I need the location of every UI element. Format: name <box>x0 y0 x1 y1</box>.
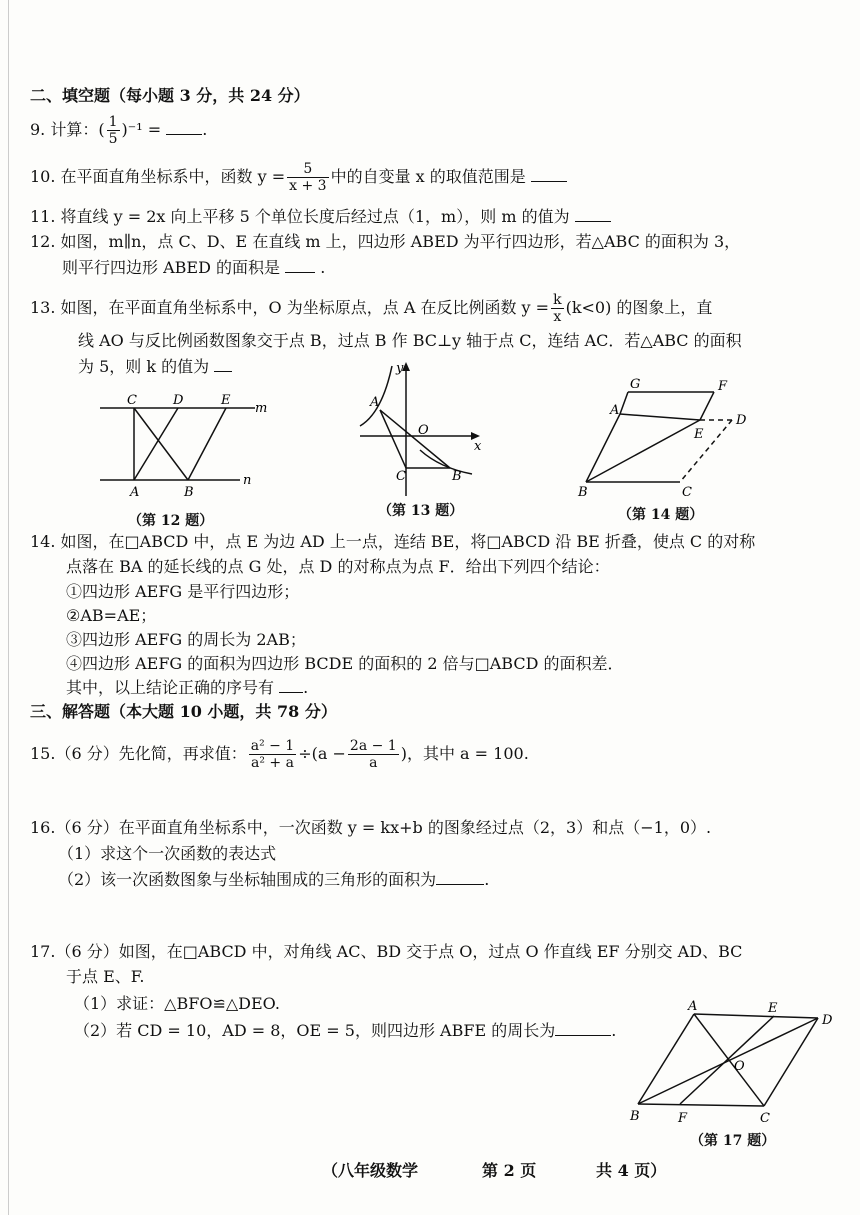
fig17-label-o: O <box>734 1059 745 1074</box>
fig14-label-a: A <box>610 403 620 418</box>
q13-prefix: 13. 如图，在平面直角坐标系中，O 为坐标原点，点 A 在反比例函数 y = <box>30 298 550 317</box>
q10-suffix: 中的自变量 x 的取值范围是 <box>330 167 526 186</box>
footer-page-number: 第 2 页 <box>482 1161 537 1180</box>
q10-denominator: x + 3 <box>289 178 327 194</box>
q12-end: . <box>320 258 326 277</box>
q13-fraction <box>551 292 563 325</box>
q14-conclusion-4: ④四边形 AEFG 的面积为四边形 BCDE 的面积的 2 倍与□ABCD 的面积差． <box>66 654 624 673</box>
fig17-label-f: F <box>678 1111 688 1126</box>
question-17-line-2: 于点 E、F. <box>66 967 145 986</box>
section-2-title: 二、填空题（每小题 3 分，共 24 分） <box>30 86 310 105</box>
q11-answer-blank <box>575 221 611 222</box>
q15-fraction-2 <box>348 738 399 771</box>
question-9 <box>30 114 207 147</box>
footer-subject: （八年级数学 <box>322 1161 419 1180</box>
q15-numerator-1: a² − 1 <box>250 738 295 754</box>
q15-denominator-2: a <box>369 755 378 771</box>
fig12-label-n: n <box>243 473 252 488</box>
q14-text: 其中，以上结论正确的序号有 <box>66 678 275 697</box>
question-10 <box>30 161 567 194</box>
question-14-line-1: 14. 如图，在□ABCD 中，点 E 为边 AD 上一点，连结 BE，将□ABCD 沿 BE 折叠，使点 C 的对称 <box>30 532 756 551</box>
figure-14-caption: （第 14 题） <box>618 507 704 523</box>
q14-conclusion-2: ②AB=AE； <box>66 606 157 625</box>
question-12-line-2 <box>62 258 325 278</box>
footer-total-pages: 共 4 页） <box>596 1161 667 1180</box>
section-3-title: 三、解答题（本大题 10 小题，共 78 分） <box>30 702 337 721</box>
fig13-label-c: C <box>396 469 406 484</box>
fig14-label-g: G <box>630 377 641 392</box>
q10-numerator: 5 <box>287 161 328 178</box>
q9-denominator: 5 <box>108 131 118 147</box>
q10-answer-blank <box>531 181 567 182</box>
figure-13-caption: （第 13 题） <box>378 503 464 519</box>
q13-answer-blank <box>214 371 232 372</box>
figure-14 <box>572 372 762 502</box>
fig12-label-d: D <box>173 393 184 408</box>
q17-part-2 <box>74 1021 616 1041</box>
q9-suffix: )⁻¹ = <box>121 120 162 139</box>
q9-numerator: 1 <box>108 114 118 130</box>
fig13-label-b: B <box>452 469 462 484</box>
figure-13 <box>352 358 492 498</box>
q12-text: 则平行四边形 ABED 的面积是 <box>62 258 280 277</box>
question-11 <box>30 207 611 227</box>
q13-numerator: k <box>553 292 562 308</box>
q16-part-2 <box>58 870 489 890</box>
page-edge <box>8 0 9 1215</box>
q17-answer-blank <box>555 1035 611 1036</box>
fig12-label-e: E <box>221 393 231 408</box>
q15-prefix: 15.（6 分）先化简，再求值： <box>30 744 247 763</box>
question-13-line-1 <box>30 292 712 325</box>
q9-fraction <box>107 114 120 147</box>
fig13-label-o: O <box>418 423 429 438</box>
fig13-label-y: y <box>396 361 404 376</box>
q15-mid: ÷(a − <box>298 744 346 763</box>
q14-answer-blank <box>279 692 303 693</box>
q16-end: . <box>484 870 490 889</box>
question-14-line-2: 点落在 BA 的延长线的点 G 处，点 D 的对称点为点 F．给出下列四个结论： <box>66 557 610 576</box>
figure-17 <box>622 998 840 1128</box>
q13-denominator: x <box>553 309 562 325</box>
q15-denominator-1: a² + a <box>251 755 294 771</box>
fig17-label-a: A <box>688 999 698 1014</box>
q9-answer-blank <box>166 134 202 135</box>
q17-part-1: （1）求证：△BFO≌△DEO. <box>74 994 280 1013</box>
fig13-label-a: A <box>370 395 380 410</box>
question-15 <box>30 738 529 771</box>
figure-17-caption: （第 17 题） <box>690 1133 776 1149</box>
q13-suffix: (k<0) 的图象上，直 <box>565 298 713 317</box>
q10-fraction <box>287 161 328 194</box>
fig14-label-e: E <box>694 427 704 442</box>
fig13-label-x: x <box>474 439 482 454</box>
fig14-label-d: D <box>736 413 747 428</box>
q11-text: 11. 将直线 y = 2x 向上平移 5 个单位长度后经过点（1，m），则 m 的值为 <box>30 207 570 226</box>
fig12-label-a: A <box>130 485 140 500</box>
q14-conclusion-3: ③四边形 AEFG 的周长为 2AB； <box>66 630 306 649</box>
figure-12-caption: （第 12 题） <box>128 513 214 529</box>
fig14-label-f: F <box>718 379 728 394</box>
question-16-line-1: 16.（6 分）在平面直角坐标系中，一次函数 y = kx+b 的图象经过点（2，3）和点（−1，0）. <box>30 818 712 837</box>
fig17-label-d: D <box>822 1013 833 1028</box>
fig12-label-c: C <box>127 393 137 408</box>
question-13-line-3 <box>78 357 232 377</box>
q17-end: . <box>611 1021 617 1040</box>
fig17-label-c: C <box>760 1111 770 1126</box>
q17-text: （2）若 CD = 10，AD = 8，OE = 5，则四边形 ABFE 的周长为 <box>74 1021 556 1040</box>
fig12-label-m: m <box>255 401 268 416</box>
q9-end: . <box>202 120 208 139</box>
q14-conclusion-1: ①四边形 AEFG 是平行四边形； <box>66 582 300 601</box>
question-17-line-1: 17.（6 分）如图，在□ABCD 中，对角线 AC、BD 交于点 O，过点 O 作直线 EF 分别交 AD、BC <box>30 942 743 961</box>
q9-prefix: 9. 计算：( <box>30 120 105 139</box>
fig17-label-b: B <box>630 1109 640 1124</box>
question-13-line-2: 线 AO 与反比例函数图象交于点 B，过点 B 作 BC⊥y 轴于点 C，连结 AC．若△ABC 的面积 <box>78 331 742 350</box>
q14-conclusion-question <box>66 678 308 698</box>
q15-fraction-1 <box>249 738 297 771</box>
fig17-label-e: E <box>768 1001 778 1016</box>
figure-12 <box>100 388 270 506</box>
q16-text: （2）该一次函数图象与坐标轴围成的三角形的面积为 <box>58 870 437 889</box>
q16-answer-blank <box>436 884 484 885</box>
q15-numerator-2: 2a − 1 <box>349 738 397 754</box>
q16-part-1: （1）求这个一次函数的表达式 <box>58 844 277 863</box>
fig14-label-b: B <box>578 485 588 500</box>
q10-prefix: 10. 在平面直角坐标系中，函数 y = <box>30 167 286 186</box>
q13-text: 为 5，则 k 的值为 <box>78 357 210 376</box>
question-12-line-1: 12. 如图，m∥n，点 C、D、E 在直线 m 上，四边形 ABED 为平行四边形，若△ABC 的面积为 3， <box>30 232 741 251</box>
fig12-label-b: B <box>184 485 194 500</box>
fig14-label-c: C <box>682 485 692 500</box>
q12-answer-blank <box>285 272 315 273</box>
q15-suffix: )，其中 a = 100. <box>400 744 529 763</box>
q14-end: . <box>303 678 309 697</box>
